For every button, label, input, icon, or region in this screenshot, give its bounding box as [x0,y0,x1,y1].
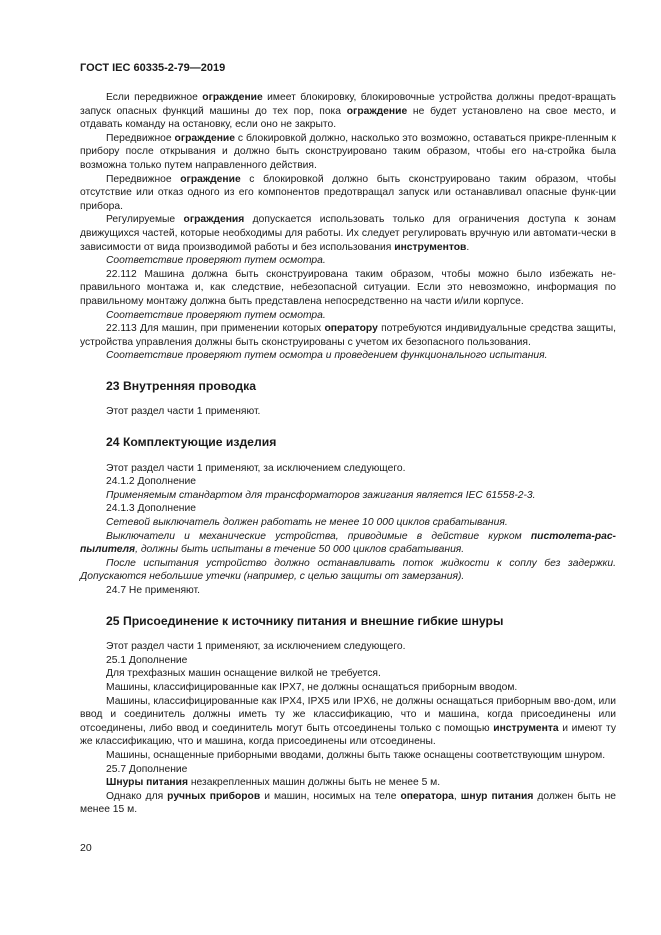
section-heading-23: 23 Внутренняя проводка [106,378,257,393]
subclause-label: 24.1.2 Дополнение [106,476,196,488]
subclause-label: 24.7 Не применяют. [106,585,200,596]
section-text: Этот раздел части 1 применяют. [106,406,261,418]
document-body [80,91,616,817]
paragraph: Для трехфазных машин оснащение вилкой не требуется. [106,668,381,680]
compliance-note: Соответствие проверяют путем осмотра и проведением функционального испытания. [106,350,548,362]
subclause-label: 24.1.3 Дополнение [106,503,196,515]
paragraph: Выключатели и механические устройства, приводимые в действие курком пистолета-рас-пылителя, должны быть испытаны в течение 50 000 циклов срабатывания. [80,530,616,556]
paragraph: Передвижное ограждение с блокировкой должно быть сконструировано таким образом, чтобы отсутствие или отказ одного из его компонентов предотвращал запуск или останавливал опасные функ-ции прибора. [80,173,616,212]
section-text: Этот раздел части 1 применяют, за исключением следующего. [106,462,406,474]
subclause-label: 25.7 Дополнение [106,763,188,775]
paragraph: Машины, классифицированные как IPX7, не должны оснащаться приборным вводом. [106,681,518,693]
section-text: Этот раздел части 1 применяют, за исключением следующего. [106,641,406,653]
paragraph: Сетевой выключатель должен работать не менее 10 000 циклов срабатывания. [106,517,508,529]
section-heading-25: 25 Присоединение к источнику питания и внешние гибкие шнуры [106,613,504,628]
paragraph: После испытания устройство должно останавливать поток жидкости к соплу без задержки. Допускаются небольшие утечки (например, с целью защиты от замерзания). [80,557,616,583]
paragraph: Регулируемые ограждения допускается использовать только для ограничения доступа к зонам движущихся частей, которые необходимы для работы. Их следует регулировать вручную или автомати-чески в зависимости от вида производимой работы и без использования инструментов. [80,214,616,253]
page-number: 20 [80,842,92,854]
paragraph: Применяемым стандартом для трансформаторов зажигания является IEC 61558-2-3. [106,489,536,501]
paragraph: 22.112 Машина должна быть сконструирована таким образом, чтобы можно было избежать не-правильного монтажа и, как следствие, небезопасной ситуации. Если это невозможно, информация по правильному монтажу должна быть представлена непосредственно на части и/или корпусе. [80,268,616,307]
compliance-note: Соответствие проверяют путем осмотра. [106,309,326,321]
paragraph: Машины, классифицированные как IPX4, IPX5 или IPX6, не должны оснащаться приборным вво-дом, или ввод и соединитель должны иметь ту же классификацию, что и машина, когда присоединены или отсоединены, либо ввод и соединитель могут быть отсоединены только с помощью инструмента и имеют ту же классификацию, что и машина, когда присоединены или отсоединены. [80,695,616,748]
document-header: ГОСТ IEC 60335-2-79—2019 [80,62,226,74]
section-heading-24: 24 Комплектующие изделия [106,435,277,450]
compliance-note: Соответствие проверяют путем осмотра. [106,255,326,267]
paragraph: Передвижное ограждение с блокировкой должно, насколько это возможно, оставаться прикре-пленным к прибору после открывания и должно быть сконструировано таким образом, чтобы его на-стройка была возможна только путем направленного действия. [80,132,616,171]
paragraph: Однако для ручных приборов и машин, носимых на теле оператора, шнур питания должен быть не менее 15 м. [80,790,616,816]
paragraph: 22.113 Для машин, при применении которых оператору потребуются индивидуальные средства защиты, устройства управления должны быть сконструированы с учетом их безопасного пользования. [80,323,616,348]
paragraph: Машины, оснащенные приборными вводами, должны быть также оснащены соответствующим шнуром. [106,749,606,761]
subclause-label: 25.1 Дополнение [106,654,188,666]
paragraph: Шнуры питания незакрепленных машин должны быть не менее 5 м. [106,777,441,789]
paragraph: Если передвижное ограждение имеет блокировку, блокировочные устройства должны предот-вращать запуск опасных функций машины до тех пор, пока ограждение не будет установлено на свое место, и отдавать команду на остановку, если оно не закрыто. [80,92,616,131]
